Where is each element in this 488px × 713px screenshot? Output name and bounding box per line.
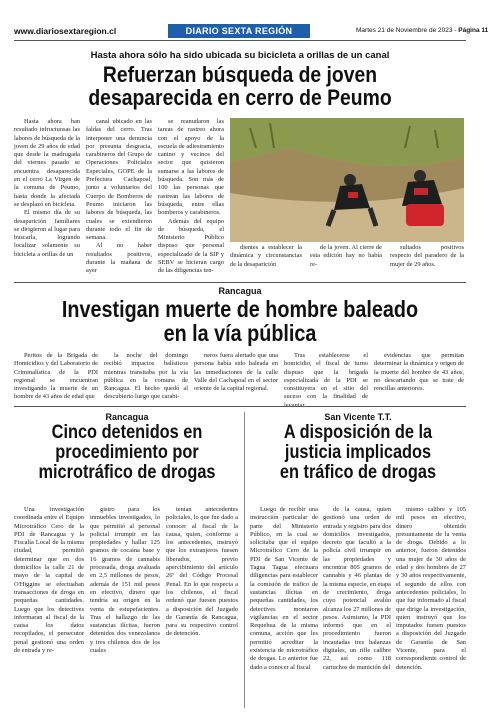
story4-headline-line3: en tráfico de drogas — [279, 462, 437, 483]
story3-column-1 — [14, 506, 84, 706]
date-line — [356, 27, 488, 34]
story1-paragraph: dientes a establecer la dinámica y circunstancias de la desaparición — [230, 244, 302, 268]
story2-paragraph: neros fuera alertado que una persona había sido baleada en las inmediaciones de la calle Valle del Cachapoal en el sector oriente de la capital regional. — [194, 352, 278, 393]
story1-paragraph: sultados positivos respecto del paradero de la mujer de 29 años. — [390, 244, 464, 268]
story2-column-4 — [284, 352, 368, 402]
story2-headline-line2: en la vía pública — [163, 320, 317, 346]
story3-headline — [26, 423, 227, 483]
story1-paragraph: Al no haber resultados positivos, durante la mañana de ayer — [86, 242, 152, 275]
story1-column-2 — [86, 118, 152, 278]
story1-paragraph: canal ubicado en las faldas del cerro. Tras interponer una denuncia por presunta desgracia, carabineros del Grupo de Operaciones Policiales Especiales, GOPE de la Prefectura Cachapoal, junto a voluntarios del Cuerpo de Bomberos de Peumo iniciaron las labores de búsqueda, las cuales se extendieron durante todo el fin de semana. — [86, 118, 152, 242]
story2-section: Rancagua — [218, 286, 262, 296]
story3-paragraph: tenían antecedentes policiales, lo que fue dado a conocer al fiscal de la causa, quien, conforme a los antecedentes, instruyó que los extranjeros fuesen liberados, previo apercibimiento del artículo 26º del Código Procesal Penal. En lo que respecta a los chilenos, el fiscal ordenó que fuesen puestos a disposición del Juzgado de Garantía de Rancagua, para su respectivo control de detención. — [166, 506, 238, 638]
story1-column-6 — [390, 244, 464, 278]
story1-column-3 — [158, 118, 224, 278]
story4-section: San Vicente T.T. — [324, 412, 392, 422]
story4-paragraph: de la causa, quien gestionó una orden de entrada y registro para dos domicilios investigados, decreto que facultó a la policía civil irrumpir en las propiedades y encontrar 805 gramos de cannabis y 46 plantas de la misma especie, en etapa de crecimiento, droga cuyo potencial avalúo alcanza los 27 millones de pesos. Asimismo, la PDI informó que en el procedimiento fueron incautadas tres balanzas digitales, un rifle calibre 22, así como 118 cartuchos de munición del — [323, 506, 391, 671]
story3-column-3 — [166, 506, 238, 706]
story4-column-3 — [396, 506, 466, 706]
site-url: www.diariosextaregion.cl — [14, 26, 117, 36]
story4-column-1 — [250, 506, 318, 706]
story2-paragraph: evidencias que permitan determinar la dinámica y origen de la muerte del hombre de 43 años, no descartando que se trate de rencillas anteriores. — [374, 352, 464, 393]
header-rule — [14, 40, 466, 41]
search-photo-image — [230, 118, 464, 242]
section-rule — [14, 282, 466, 283]
story4-headline-line1: A disposición de la — [283, 422, 433, 443]
story4-headline-line2: justicia implicados — [284, 442, 432, 463]
story1-paragraph: Hasta ahora han resultado infructuosas las labores de búsqueda de la joven de 29 años de edad que desde la madrugada del viernes pasado se encuentra desaparecida en el cerro La Virgen de la comuna de Peumo, hasta donde la afectada se desplazó en bicicleta. — [14, 118, 80, 208]
story4-column-2 — [323, 506, 391, 706]
search-photo — [230, 118, 464, 242]
story1-paragraph: El mismo día de su desaparición familiares se dirigieron al lugar para buscarla, logrando localizar solamente su bicicleta a orillas de un — [14, 209, 80, 258]
story2-column-2 — [104, 352, 188, 402]
page-number: Página 11 — [458, 27, 488, 34]
story1-paragraph: se reanudaron las tareas de rastreo ahora con el apoyo de la escuela de adiestramiento canino y vecinos del sector que quisieron sumarse a las labores de búsqueda. Son más de 100 las personas que rastrean las labores de búsqueda, entre ellas bomberos y carabineros. — [158, 118, 224, 217]
column-divider — [244, 412, 245, 708]
section-rule — [14, 406, 466, 407]
story1-column-4 — [230, 244, 302, 278]
newspaper-name: DIARIO SEXTA REGIÓN — [168, 24, 310, 38]
story2-column-1 — [14, 352, 98, 402]
story4-paragraph: mismo calibre y 105 mil pesos en efectivo, dinero obtenido presuntamente de la venta de droga. Debido a lo anterior, fueron detenidos una mujer de 30 años de edad y dos hombres de 27 y 30 años respectivamente, el segundo de ellos con antecedentes policiales, lo que fue informado al fiscal que dirige la investigación, quien instruyó que los imputados fuesen puestos a disposición del Juzgado de Garantía de San Vicente, para el correspondiente control de detención. — [396, 506, 466, 671]
story1-paragraph: de la joven. Al cierre de esta edición hay no había re- — [310, 244, 382, 268]
story2-column-3 — [194, 352, 278, 402]
story2-paragraph: la noche del domingo recibió impactos balísticos mientras transitaba por la vía pública en la comuna de Rancagua. El hecho quedó al descubierto luego que carabi- — [104, 352, 188, 401]
story2-column-5 — [374, 352, 464, 402]
story1-headline-line2: desaparecida en cerro de Peumo — [88, 85, 392, 110]
story3-headline-line1: Cinco detenidos en — [51, 422, 203, 443]
story2-headline-line1: Investigan muerte de hombre baleado — [61, 296, 419, 322]
story3-section: Rancagua — [105, 412, 149, 422]
story1-paragraph: Además del equipo de búsqueda, el Ministerio Público dispuso que personal especializado de la SIP y SEBV se hicieran cargo de las diligencias ten- — [158, 217, 224, 275]
story3-headline-line2: procedimiento por — [55, 442, 199, 463]
story1-column-5 — [310, 244, 382, 278]
story3-paragraph: Una investigación coordinada entre el Equipo Microtráfico Cero de la PDI de Rancagua y la Fiscalía Local de la misma ciudad, permitió determinar que en dos domicilios la calle 21 de mayo de la capital de O'Higgins se efectuaban transacciones de droga en pequeñas cantidades. Luego que los detectives informaran al fiscal de la causa los datos recopilados, el persecutor penal gestionó una orden de entrada y re- — [14, 506, 84, 655]
story2-headline — [34, 297, 447, 345]
story3-headline-line3: microtráfico de drogas — [38, 462, 216, 483]
story1-kicker: Hasta ahora sólo ha sido ubicada su bicicleta a orillas de un canal — [90, 50, 390, 61]
story3-paragraph: gistro para los inmuebles investigados, lo que permitió al personal policial irrumpir en las propiedades y hallar 125 gramos de cocaína base y 16 gramos de cannabis procesada, droga avaluada en 2,5 millones de pesos, además de 151 mil pesos en efectivo, dinero que tendría su origen en la venta de estupefacientes. Tras el hallazgo de las sustancias ilícitas, fueron detenidos dos venezolanos y tres chilenos dos de los cuales — [90, 506, 160, 655]
story1-column-1 — [14, 118, 80, 278]
story1-headline-line1: Refuerzan búsqueda de joven — [102, 62, 378, 87]
story4-headline — [262, 423, 455, 483]
date-text: Martes 21 de Noviembre de 2023 - — [356, 27, 457, 34]
story2-paragraph: Peritos de la Brigada de Homicidios y del Laboratorio de Criminalística de la PDI regional se encuentran investigando la muerte de un hombre de 43 años de edad que — [14, 352, 98, 401]
story1-headline — [34, 63, 447, 109]
story3-column-2 — [90, 506, 160, 706]
story2-paragraph: Tras establecerse el homicidio, el fiscal de turno dispuso que la brigada especializada de la PDI se constituyera en el sitio del suceso con la finalidad de — [284, 352, 368, 401]
story4-paragraph: Luego de recibir una instrucción particular de parte del Ministerio Público, en la cual se solicitaba que el equipo Microtráfico Cero de la PDI de San Vicente de Tagua Tagua efectuara diligencias para establecer la comisión de tráfico de sustancias ilícitas en pequeñas cantidades, los detectives montaron vigilancias en el sector Requehua de la misma comuna, acción que les permitió acreditar la existencia de microtráfico de drogas. Lo anterior fue dado a conocer al fiscal — [250, 506, 318, 671]
